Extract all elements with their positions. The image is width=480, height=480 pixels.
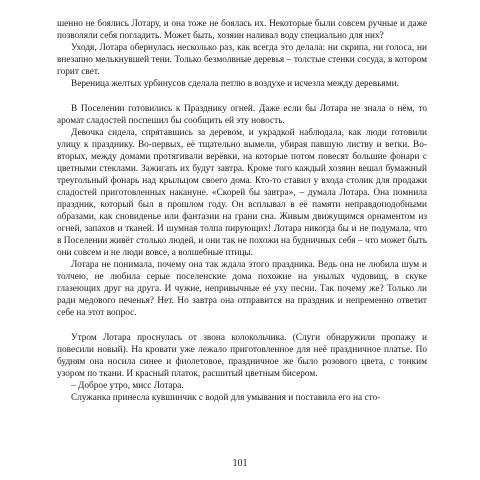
paragraph: шенно не боялись Лотару, и она тоже не боялась их. Некоторые были совсем ручные и даже позволяли себя погладить. Может быть, хозяин наливал воду специально для них? — [57, 19, 427, 41]
paragraph: Вереница желтых урбинусов сделала петлю в воздухе и исчезла между деревьями. — [71, 79, 399, 89]
section-break — [57, 90, 427, 103]
paragraph: Утром Лотара проснулась от звона колокольчика. (Слуги обнаружили пропажу и повесили новый). На кровати уже лежало приготовленное для неё праздничное платье. По будням она носила синее и фиолетовое, праздничное же было розового цвета, с тонким узором по ткани. И красный платок, расшитый цветным бисером. — [57, 333, 427, 379]
page-number: 101 — [232, 458, 248, 469]
paragraph: Девочка сидела, спрятавшись за деревом, и украдкой наблюдала, как люди готовили улицу к празднику. Во-первых, её тщательно вымели, убирая павшую листву и ветки. Во-вторых, между домами протягивали верёвки, на которые потом повесят большие фонари с цветными стеклами. Зажигать их будут завтра. Кроме того каждый хозяин вешал бумажный треугольный фонарь над крыльцом своего дома. Кто-то ставил у входа столик для продажи сладостей приготовленных накануне. «Скорей бы завтра», – думала Лотара. Она помнила праздник, который был в прошлом году. Он всплывал в её памяти неправдоподобными образами, как сновиденье или фантазии на грани сна. Живым движущимся орнаментом из огней, запахов и тканей. И шумная толпа пирующих! Лотара никогда бы и не подумала, что в Поселении живёт столько людей, и они так не похожи на будничных себя – что может быть они совсем и не люди вовсе, а волшебные птицы. — [57, 128, 427, 258]
paragraph: В Поселении готовились к Празднику огней. Даже если бы Лотара не знала о нём, то аромат сладостей поспешил бы сообщить ей эту новость. — [57, 104, 427, 126]
paragraph: Уходя, Лотара обернулась несколько раз, как всегда это делала: ни скрипа, ни голоса, ни внезапно мелькнувшей тени. Только безмолвные деревья – толстые стенки сосуда, в котором горит свет. — [57, 43, 427, 77]
paragraph: Служанка принесла кувшинчик с водой для умывания и поставила его на сто- — [71, 393, 381, 403]
text-section-1 — [57, 18, 427, 90]
paragraph: – Доброе утро, мисс Лотара. — [71, 381, 184, 391]
section-break — [57, 319, 427, 332]
text-section-2 — [57, 103, 427, 319]
text-section-3 — [57, 332, 427, 404]
paragraph: Лотара не понимала, почему она так ждала этого праздника. Ведь она не любила шум и толчею, не любила серые поселенские дома похожие на унылых чудовищ, в скуке глазеющих друг на друга. И чужие, непривычные её уху песни. Так почему же? Только ли ради медового печенья? Нет. Но завтра она отправится на праздник и непременно ответит себе на этот вопрос. — [57, 260, 427, 318]
